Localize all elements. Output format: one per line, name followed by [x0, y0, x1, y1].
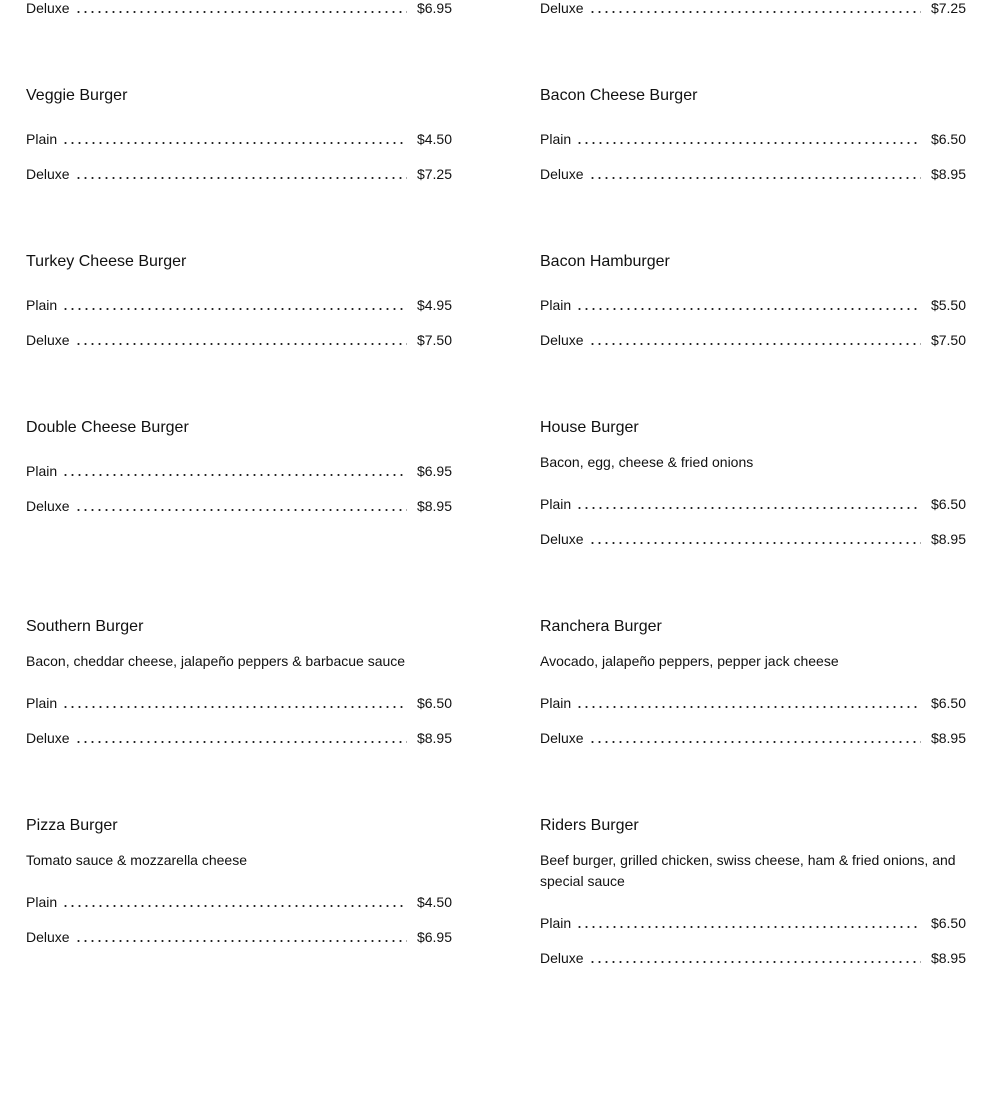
dot-leader [589, 741, 921, 743]
dot-leader [75, 177, 407, 179]
price-label: Plain [26, 131, 58, 147]
price-row-plain [26, 127, 452, 147]
price-row-deluxe [540, 946, 966, 966]
dot-leader [589, 961, 921, 963]
price-row-plain [26, 293, 452, 313]
dot-leader [576, 706, 921, 708]
dot-leader [589, 542, 921, 544]
price-value: $6.50 [930, 496, 966, 512]
price-row-deluxe [26, 494, 452, 514]
dot-leader [75, 741, 407, 743]
price-value: $8.95 [930, 730, 966, 746]
item-description: Beef burger, grilled chicken, swiss cheese, ham & fried onions, and special sauce [540, 852, 956, 889]
price-label: Deluxe [540, 950, 584, 966]
price-value: $6.95 [416, 463, 452, 479]
price-row-deluxe [26, 162, 452, 182]
item-title: Pizza Burger [26, 817, 118, 834]
price-row-plain [26, 890, 452, 910]
price-value: $8.95 [930, 531, 966, 547]
price-row-plain [26, 459, 452, 479]
price-label: Deluxe [540, 531, 584, 547]
dot-leader [589, 177, 921, 179]
price-row-deluxe [540, 726, 966, 746]
price-value: $8.95 [930, 166, 966, 182]
price-row-plain [26, 691, 452, 711]
price-label: Plain [26, 894, 58, 910]
price-label: Deluxe [26, 166, 70, 182]
price-value: $6.95 [416, 929, 452, 945]
price-label: Deluxe [540, 0, 584, 16]
price-row-deluxe [540, 328, 966, 348]
dot-leader [62, 308, 407, 310]
dot-leader [75, 509, 407, 511]
price-label: Plain [540, 131, 572, 147]
price-row-plain [540, 911, 966, 931]
price-value: $7.50 [930, 332, 966, 348]
price-row-plain [540, 691, 966, 711]
price-value: $6.50 [930, 915, 966, 931]
price-value: $7.25 [930, 0, 966, 16]
price-row-deluxe [26, 726, 452, 746]
price-label: Plain [26, 695, 58, 711]
price-row-deluxe [26, 925, 452, 945]
price-row-plain [540, 293, 966, 313]
price-value: $7.25 [416, 166, 452, 182]
price-row-plain [540, 127, 966, 147]
dot-leader [62, 905, 407, 907]
item-description: Bacon, cheddar cheese, jalapeño peppers & barbacue sauce [26, 653, 406, 669]
price-row-deluxe [540, 527, 966, 547]
item-title: Ranchera Burger [540, 618, 662, 635]
price-value: $6.50 [930, 695, 966, 711]
item-title: Double Cheese Burger [26, 419, 189, 436]
dot-leader [576, 142, 921, 144]
dot-leader [589, 11, 921, 13]
price-row-plain [540, 492, 966, 512]
price-value: $4.95 [416, 297, 452, 313]
price-row-deluxe [26, 328, 452, 348]
dot-leader [589, 343, 921, 345]
dot-leader [75, 343, 407, 345]
item-description: Avocado, jalapeño peppers, pepper jack cheese [540, 653, 839, 669]
price-label: Deluxe [540, 730, 584, 746]
dot-leader [576, 308, 921, 310]
price-label: Deluxe [540, 166, 584, 182]
dot-leader [576, 507, 921, 509]
price-label: Deluxe [26, 0, 70, 16]
price-row-deluxe [540, 162, 966, 182]
price-value: $8.95 [416, 498, 452, 514]
item-title: Bacon Cheese Burger [540, 87, 698, 104]
item-title: Bacon Hamburger [540, 253, 670, 270]
price-label: Deluxe [26, 332, 70, 348]
dot-leader [62, 142, 407, 144]
price-value: $4.50 [416, 131, 452, 147]
price-label: Deluxe [540, 332, 584, 348]
price-value: $8.95 [416, 730, 452, 746]
price-label: Deluxe [26, 498, 70, 514]
price-value: $6.95 [416, 0, 452, 16]
price-row-deluxe [26, 0, 452, 16]
item-title: Turkey Cheese Burger [26, 253, 187, 270]
price-value: $8.95 [930, 950, 966, 966]
item-title: Riders Burger [540, 817, 639, 834]
item-title: Veggie Burger [26, 87, 128, 104]
price-label: Plain [26, 297, 58, 313]
dot-leader [75, 11, 407, 13]
price-value: $6.50 [416, 695, 452, 711]
dot-leader [75, 940, 407, 942]
dot-leader [576, 926, 921, 928]
price-label: Plain [540, 297, 572, 313]
item-description: Bacon, egg, cheese & fried onions [540, 454, 754, 470]
item-title: House Burger [540, 419, 639, 436]
price-label: Deluxe [26, 929, 70, 945]
price-label: Deluxe [26, 730, 70, 746]
price-value: $4.50 [416, 894, 452, 910]
price-value: $6.50 [930, 131, 966, 147]
price-label: Plain [540, 695, 572, 711]
item-description: Tomato sauce & mozzarella cheese [26, 852, 247, 868]
price-label: Plain [540, 915, 572, 931]
price-label: Plain [540, 496, 572, 512]
price-row-deluxe [540, 0, 966, 16]
price-value: $7.50 [416, 332, 452, 348]
dot-leader [62, 474, 407, 476]
price-value: $5.50 [930, 297, 966, 313]
price-label: Plain [26, 463, 58, 479]
item-title: Southern Burger [26, 618, 144, 635]
dot-leader [62, 706, 407, 708]
